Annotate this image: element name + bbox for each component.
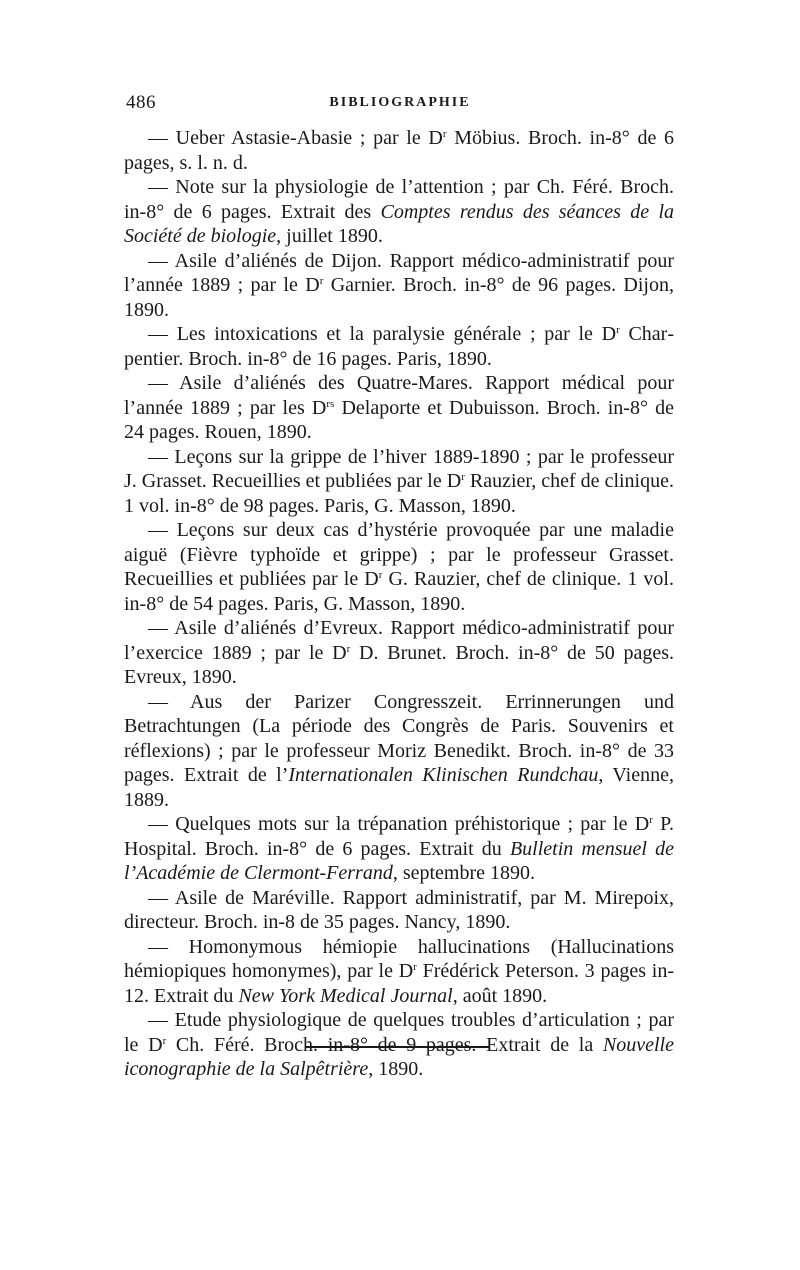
bibliography-entry bbox=[124, 812, 674, 886]
end-rule bbox=[306, 1046, 490, 1048]
entry-text: , Vienne, 1889. bbox=[124, 764, 674, 811]
italic-title: Nouvelle iconographie de la Salpêtrière bbox=[124, 1033, 674, 1080]
entry-text: , 1890. bbox=[368, 1058, 424, 1080]
running-title: BIBLIOGRAPHIE bbox=[329, 95, 471, 110]
entry-text: — Etude physiologique de quelques troubles d’articulation ; par le D bbox=[124, 1009, 674, 1056]
italic-title: Internationalen Klinischen Rundchau bbox=[288, 764, 599, 786]
italic-title: Comptes rendus des séances de la Société de biologie bbox=[124, 200, 674, 247]
entry-text: — Leçons sur deux cas d’hystérie provoquée par une maladie aiguë (Fièvre typhoïde et grippe) ; par le professeur Grasset. Recueillies et publiées par le D bbox=[124, 519, 674, 590]
entry-text: Charpentier. Broch. in-8° de 16 pages. Paris, 1890. bbox=[124, 323, 674, 370]
bibliography-list bbox=[124, 126, 674, 1082]
superscript: r bbox=[319, 275, 324, 287]
entry-text: — Aus der Parizer Congresszeit. Errinnerungen und Betrachtungen (La période des Congrès de Paris. Souvenirs et réflexions) ; par le professeur Moriz Benedikt. Broch. in-8° de 33 pages. Extrait de l’ bbox=[124, 690, 674, 786]
superscript: r bbox=[162, 1034, 167, 1047]
bibliography-entry bbox=[124, 690, 674, 813]
entry-text: , juillet 1890. bbox=[276, 225, 383, 247]
bibliography-entry bbox=[124, 126, 674, 175]
entry-text: — Leçons sur la grippe de l’hiver 1889-1890 ; par le professeur J. Grasset. Recueillies et publiées par le D bbox=[124, 445, 674, 492]
bibliography-entry bbox=[124, 935, 674, 1009]
bibliography-entry bbox=[124, 1008, 674, 1082]
italic-title: New York Medical Journal bbox=[238, 984, 453, 1007]
superscript: rs bbox=[326, 397, 335, 410]
entry-text: Rauzier, chef de clinique. 1 vol. in-8° de 98 pages. Paris, G. Masson, 1890. bbox=[124, 470, 674, 517]
page-number: 486 bbox=[126, 92, 156, 113]
bibliography-entry bbox=[124, 445, 674, 519]
bibliography-entry bbox=[124, 886, 674, 935]
page-header bbox=[126, 92, 674, 116]
entry-text: — Asile d’aliénés des Quatre-Mares. Rapport médical pour l’année 1889 ; par les D bbox=[124, 372, 674, 419]
entry-text: Ch. Féré. Broch. in-8° de 9 pages. Extrait de la bbox=[166, 1033, 603, 1056]
bibliography-entry bbox=[124, 322, 674, 371]
entry-text: — Homonymous hémiopie hallucinations (Hallucinations hémiopiques homonymes), par le D bbox=[124, 935, 674, 982]
entry-text: — Ueber Astasie-Abasie ; par le D bbox=[148, 127, 443, 149]
entry-text: Delaporte et Dubuisson. Broch. in-8° de 24 pages. Rouen, 1890. bbox=[124, 396, 674, 443]
superscript: r bbox=[346, 642, 351, 655]
entry-text: Garnier. Broch. in-8° de 96 pages. Dijon, 1890. bbox=[124, 274, 674, 321]
entry-text: — Note sur la physiologie de l’attention ; par Ch. Féré. Broch. in-8° de 6 pages. Extrait des bbox=[124, 176, 674, 223]
superscript: r bbox=[378, 569, 383, 581]
entry-text: G. Rauzier, chef de clinique. 1 vol. in-8° de 54 pages. Paris, G. Masson, 1890. bbox=[124, 568, 674, 615]
superscript: r bbox=[442, 128, 447, 140]
entry-text: , août 1890. bbox=[452, 984, 548, 1007]
superscript: r bbox=[649, 814, 653, 826]
superscript: r bbox=[461, 471, 465, 483]
entry-text: Frédérick Peterson. 3 pages in-12. Extrait du bbox=[124, 960, 674, 1007]
bibliography-entry bbox=[124, 518, 674, 616]
superscript: r bbox=[413, 961, 417, 973]
entry-text: Möbius. Broch. in-8° de 6 pages, s. l. n. d. bbox=[124, 127, 674, 174]
superscript: r bbox=[616, 324, 620, 336]
bibliography-entry bbox=[124, 616, 674, 690]
entry-text: P. Hospital. Broch. in-8° de 6 pages. Extrait du bbox=[124, 813, 674, 860]
entry-text: — Les intoxications et la paralysie générale ; par le D bbox=[148, 323, 617, 345]
bibliography-entry bbox=[124, 249, 674, 323]
entry-text: — Asile de Maréville. Rapport administratif, par M. Mirepoix, directeur. Broch. in-8 de 35 pages. Nancy, 1890. bbox=[124, 886, 674, 933]
entry-text: — Asile d’aliénés de Dijon. Rapport médico-administratif pour l’année 1889 ; par le D bbox=[124, 249, 674, 296]
italic-title: Bulletin mensuel de l’Académie de Clermont-Ferrand bbox=[124, 837, 674, 884]
entry-text: , septembre 1890. bbox=[392, 862, 536, 884]
entry-text: — Quelques mots sur la trépanation préhistorique ; par le D bbox=[148, 813, 650, 835]
bibliography-entry bbox=[124, 175, 674, 249]
entry-text: D. Brunet. Broch. in-8° de 50 pages. Evreux, 1890. bbox=[124, 641, 674, 688]
entry-text: — Asile d’aliénés d’Evreux. Rapport médico-administratif pour l’exercice 1889 ; par le D bbox=[124, 617, 674, 664]
bibliography-entry bbox=[124, 371, 674, 445]
